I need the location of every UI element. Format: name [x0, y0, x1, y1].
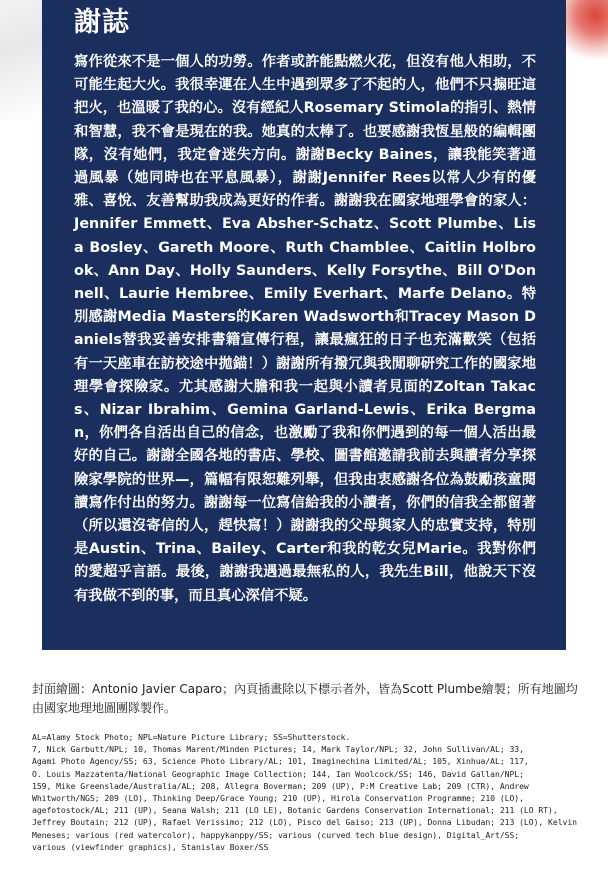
photo-credit-line: AL=Alamy Stock Photo; NPL=Nature Picture Library; SS=Shutterstock. [32, 732, 351, 742]
page-title: 謝誌 [74, 7, 130, 38]
photo-credit-line: Jeffrey Boutain; 212 (UP), Rafael Verissimo; 212 (LO), Pisco del Gaiso; 213 (UP), Donna Libudan; 213 (LO), Kelvin [32, 817, 577, 828]
photo-credit-line: 7, Nick Garbutt/NPL; 10, Thomas Marent/Minden Pictures; 14, Mark Taylor/NPL; 32, John Sullivan/AL; 33, [32, 744, 524, 755]
photo-credit-line: Whitworth/NGS; 209 (LO), Thinking Deep/Grace Young; 210 (UP), Hirola Conservation Programme; 210 (LO), [32, 793, 524, 804]
photo-credit-line: various (viewfinder graphics), Stanislav Boxer/SS [32, 841, 269, 852]
acknowledgements-text: 寫作從來不是一個人的功勞。作者或許能點燃火花，但沒有他人相助，不可能生起大火。我很幸運在人生中遇到眾多了不起的人，他們不只搧旺這把火，也溫暖了我的心。沒有經紀人Rosemary Stimola的指引、熱情和智慧，我不會是現在的我。她真的太棒了。也要感謝我恆星般的編輯團隊，沒有她們，我定會迷失方向。謝謝Becky Baines，讓我能笑著通過風暴（她同時也在平息風暴），謝謝Jennifer Rees以常人少有的優雅、喜悅、友善幫助我成為更好的作者。謝謝我在國家地理學會的家人：Jennifer Emmett、Eva Absher-Schatz、Scott Plumbe、Lisa Bosley、Gareth Moore、Ruth Chamblee、Caitlin Holbrook、Ann Day、Holly Saunders、Kelly Forsythe、Bill O'Donnell、Laurie Hembree、Emily Everhart、Marfe Delano。特別感謝Media Masters的Karen Wadsworth和Tracey Mason Daniels替我妥善安排書籍宣傳行程，讓最瘋狂的日子也充滿歡笑（包括有一天座車在訪校途中拋錨！）謝謝所有撥冗與我閒聊研究工作的國家地理學會探險家。尤其感謝大膽和我一起與小讀者見面的Zoltan Takacs、Nizar Ibrahim、Gemina Garland-Lewis、Erika Bergman，你們各自活出自己的信念，也激勵了我和你們遇到的每一個人活出最好的自己。謝謝全國各地的書店、學校、圖書館邀請我前去與讀者分享探險家學院的世界—，篇幅有限恕難列舉，但我由衷感謝各位為鼓勵孩童閱讀寫作付出的努力。謝謝每一位寫信給我的小讀者，你們的信我全都留著（所以還沒寄信的人，趕快寫！）謝謝我的父母與家人的忠實支持，特別是Austin、Trina、Bailey、Carter和我的乾女兒Marie。我對你們的愛超乎言語。最後，謝謝我遇過最無私的人，我先生Bill，他說天下沒有我做不到的事，而且真心深信不疑。 [74, 54, 536, 604]
illustration-credits-note: 封面繪圖：Antonio Javier Caparo；內頁插畫除以下標示者外，皆為Scott Plumbe繪製；所有地圖均由國家地理地圖團隊製作。 [32, 682, 578, 715]
photo-credit-line: 159, Mike Greenslade/Australia/AL; 208, Allegra Boverman; 209 (UP), P:M Creative Lab; 209 (CTR), Andrew [32, 780, 529, 791]
photo-credit-line: Meneses; various (red watercolor), happykanppy/SS; various (curved tech blue design), Digital_Art/SS; [32, 829, 520, 840]
acknowledgements-panel [42, 0, 566, 650]
photo-credit-line: agefotostock/AL; 211 (UP), Seana Walsh; 211 (LO LE), Botanic Gardens Conservation International; 211 (LO RT), [32, 805, 558, 816]
photo-credit-line: O. Louis Mazzatenta/National Geographic Image Collection; 144, Ian Woolcock/SS; 146, David Gallan/NPL; [32, 768, 524, 779]
page-edge-decoration-left [0, 0, 42, 120]
red-watercolor-decoration [566, 0, 608, 60]
photo-credits [32, 731, 584, 853]
photo-credit-line: Agami Photo Agency/SS; 63, Science Photo Library/AL; 101, Imaginechina Limited/AL; 105, Xinhua/AL; 117, [32, 756, 529, 767]
